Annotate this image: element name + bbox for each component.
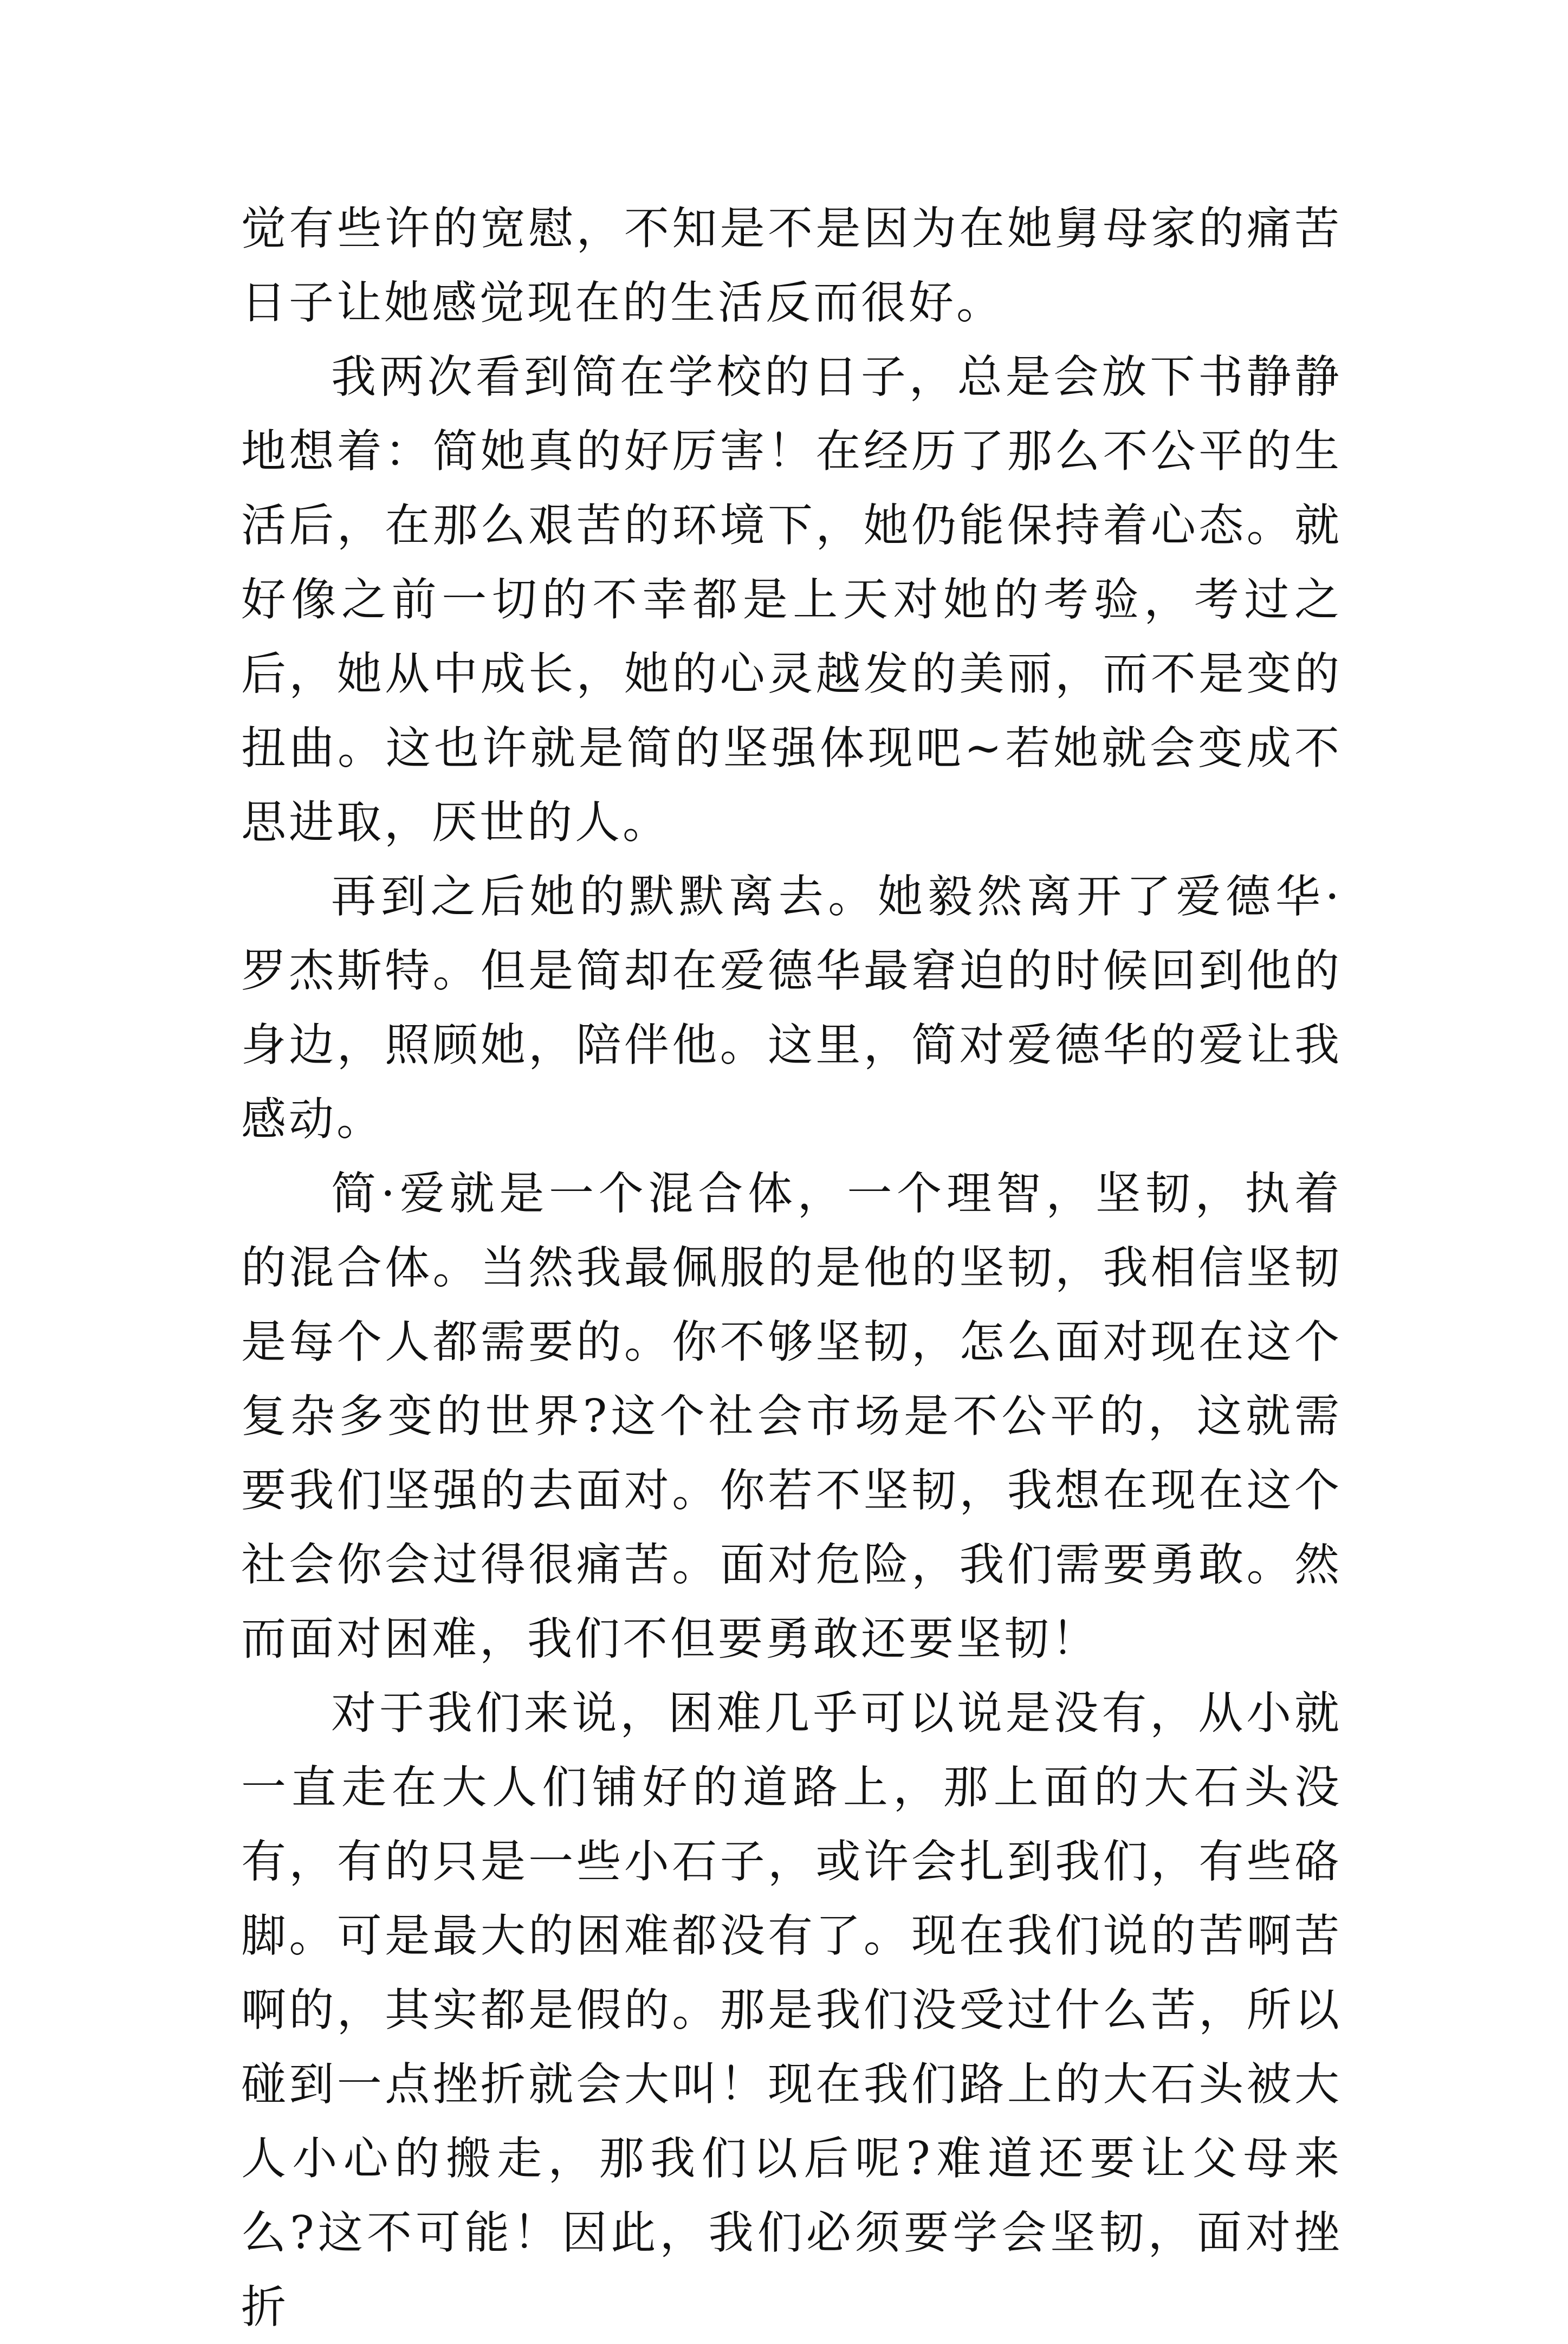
paragraph-1: 觉有些许的宽慰，不知是不是因为在她舅母家的痛苦日子让她感觉现在的生活反而很好。 [241,202,1342,329]
document-body [241,191,1342,2344]
paragraph-2: 我两次看到简在学校的日子，总是会放下书静静地想着：简她真的好厉害！在经历了那么不公平的生活后，在那么艰苦的环境下，她仍能保持着心态。就好像之前一切的不幸都是上天对她的考验，考过之后，她从中成长，她的心灵越发的美丽，而不是变的扭曲。这也许就是简的坚强体现吧~若她就会变成不思进取，厌世的人。 [241,351,1342,849]
paragraph-3: 再到之后她的默默离去。她毅然离开了爱德华·罗杰斯特。但是简却在爱德华最窘迫的时候回到他的身边，照顾她，陪伴他。这里，简对爱德华的爱让我感动。 [241,870,1342,1145]
paragraph-5: 对于我们来说，困难几乎可以说是没有，从小就一直走在大人们铺好的道路上，那上面的大石头没有，有的只是一些小石子，或许会扎到我们，有些硌脚。可是最大的困难都没有了。现在我们说的苦啊苦啊的，其实都是假的。那是我们没受过什么苦，所以碰到一点挫折就会大叫！现在我们路上的大石头被大人小心的搬走，那我们以后呢?难道还要让父母来么?这不可能！因此，我们必须要学会坚韧，面对挫折 [241,1687,1342,2333]
paragraph-4: 简·爱就是一个混合体，一个理智，坚韧，执着的混合体。当然我最佩服的是他的坚韧，我相信坚韧是每个人都需要的。你不够坚韧，怎么面对现在这个复杂多变的世界?这个社会市场是不公平的，这就需要我们坚强的去面对。你若不坚韧，我想在现在这个社会你会过得很痛苦。面对危险，我们需要勇敢。然而面对困难，我们不但要勇敢还要坚韧！ [241,1167,1342,1665]
